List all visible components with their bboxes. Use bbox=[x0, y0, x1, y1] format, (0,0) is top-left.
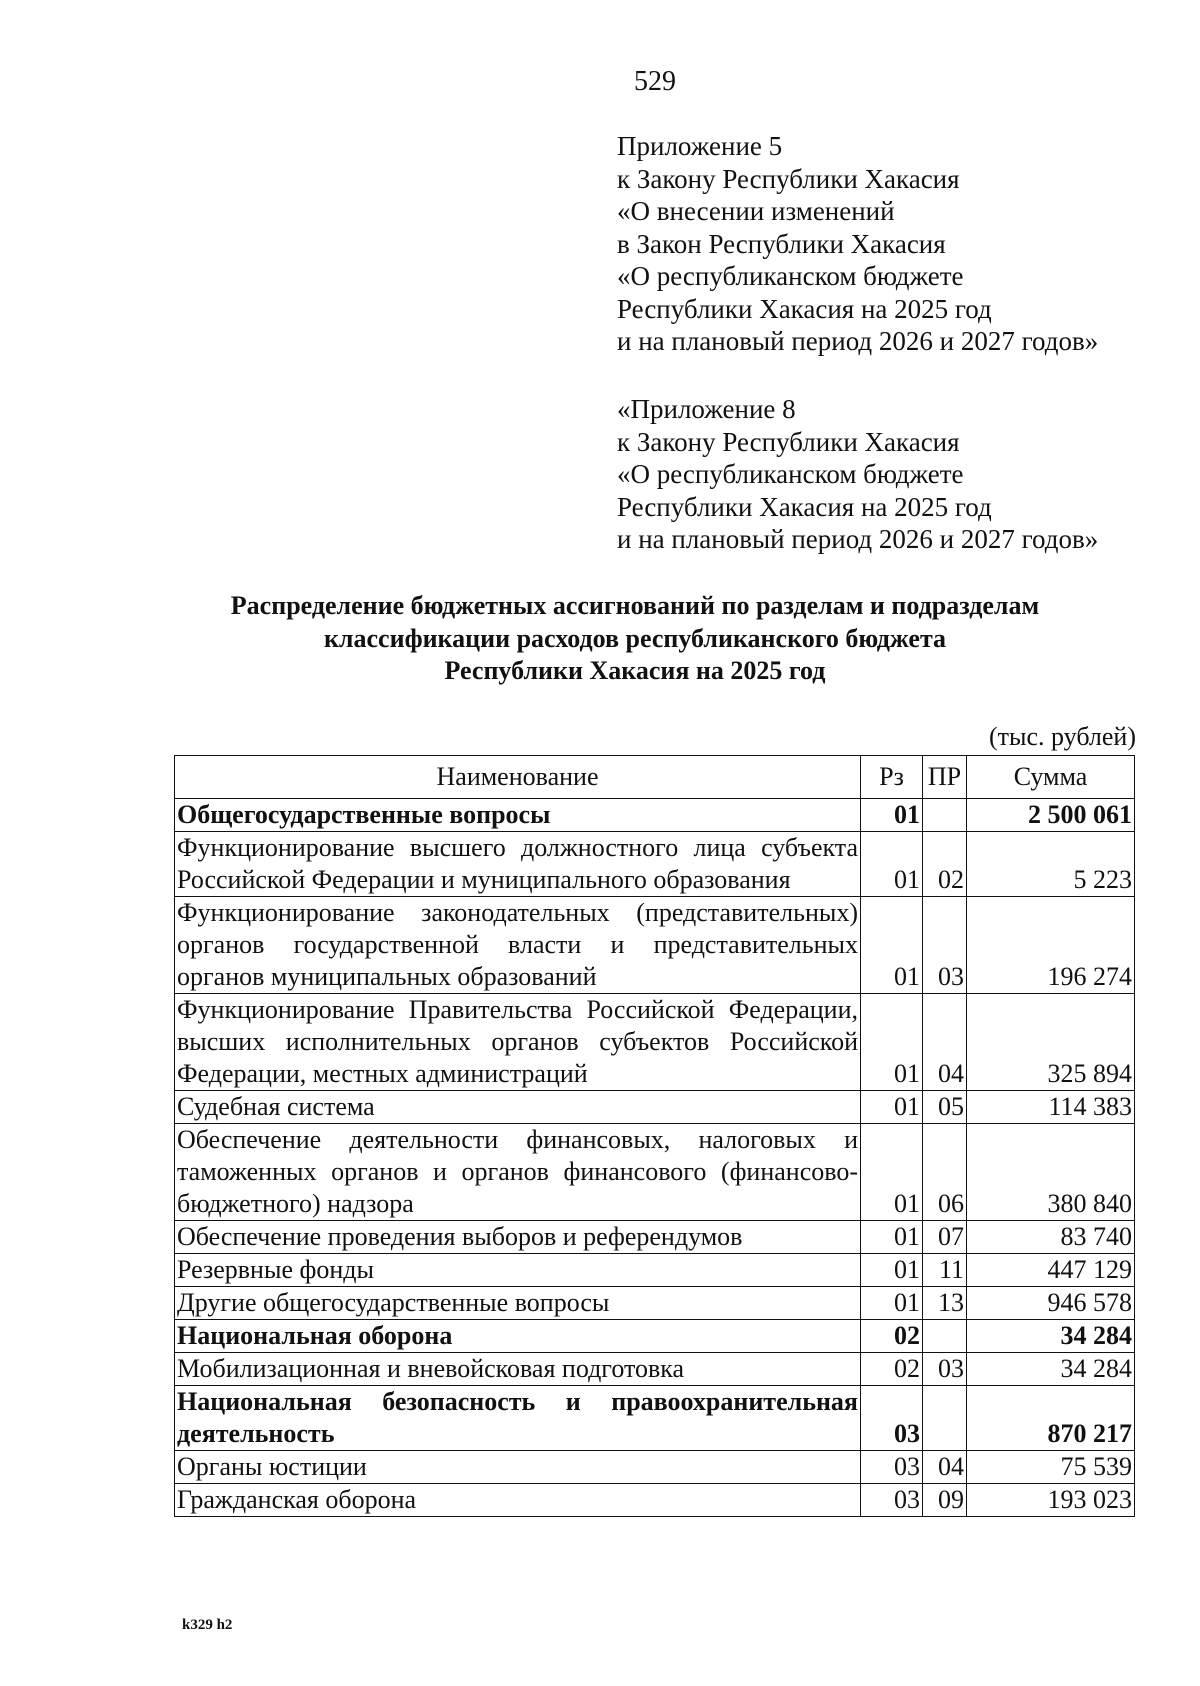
table-row bbox=[175, 1386, 1135, 1451]
row-rz: 01 bbox=[861, 1221, 923, 1254]
row-rz: 01 bbox=[861, 897, 923, 994]
row-rz: 03 bbox=[861, 1386, 923, 1451]
row-rz: 01 bbox=[861, 1091, 923, 1124]
row-pr: 06 bbox=[923, 1124, 967, 1221]
row-rz: 01 bbox=[861, 799, 923, 832]
annex-line: Республики Хакасия на 2025 год bbox=[617, 491, 992, 522]
table-row bbox=[175, 832, 1135, 897]
row-sum: 196 274 bbox=[967, 897, 1135, 994]
annex-line: к Закону Республики Хакасия bbox=[617, 426, 960, 457]
title-line: Республики Хакасия на 2025 год bbox=[444, 656, 826, 685]
row-sum: 193 023 bbox=[967, 1484, 1135, 1517]
row-sum: 83 740 bbox=[967, 1221, 1135, 1254]
annex-line: «Приложение 8 bbox=[617, 394, 796, 424]
title-line: Распределение бюджетных ассигнований по разделам и подразделам bbox=[230, 591, 1040, 620]
row-name: Функционирование законодательных (представительных) органов государственной власти и представительных органов муниципальных образований bbox=[175, 897, 861, 994]
annex-line: к Закону Республики Хакасия bbox=[617, 163, 960, 194]
table-row bbox=[175, 1091, 1135, 1124]
row-name: Другие общегосударственные вопросы bbox=[175, 1287, 861, 1320]
row-rz: 01 bbox=[861, 1124, 923, 1221]
annex-heading-referenced bbox=[617, 393, 1098, 556]
header-sum: Сумма bbox=[967, 756, 1135, 799]
row-name: Мобилизационная и вневойсковая подготовка bbox=[175, 1353, 861, 1386]
title-line: классификации расходов республиканского бюджета bbox=[323, 623, 947, 653]
footer-code: k329 h2 bbox=[182, 1617, 233, 1633]
row-name: Национальная безопасность и правоохранительная деятельность bbox=[175, 1386, 861, 1451]
row-name: Резервные фонды bbox=[175, 1254, 861, 1287]
row-rz: 03 bbox=[861, 1451, 923, 1484]
row-name: Функционирование Правительства Российской Федерации, высших исполнительных органов субъектов Российской Федерации, местных администраций bbox=[175, 994, 861, 1091]
row-pr: 09 bbox=[923, 1484, 967, 1517]
row-sum: 946 578 bbox=[967, 1287, 1135, 1320]
row-sum: 2 500 061 bbox=[967, 799, 1135, 832]
header-name: Наименование bbox=[175, 756, 861, 799]
row-name: Обеспечение деятельности финансовых, налоговых и таможенных органов и органов финансового (финансово-бюджетного) надзора bbox=[175, 1124, 861, 1221]
row-name: Судебная система bbox=[175, 1091, 861, 1124]
row-sum: 75 539 bbox=[967, 1451, 1135, 1484]
row-sum: 34 284 bbox=[967, 1320, 1135, 1353]
row-pr: 04 bbox=[923, 1451, 967, 1484]
annex-line: и на плановый период 2026 и 2027 годов» bbox=[617, 524, 1099, 554]
row-pr bbox=[923, 799, 967, 832]
annex-line: «О республиканском бюджете bbox=[617, 459, 964, 489]
document-title bbox=[150, 590, 1120, 688]
annex-line: и на плановый период 2026 и 2027 годов» bbox=[617, 326, 1099, 356]
row-pr: 04 bbox=[923, 994, 967, 1091]
header-rz: Рз bbox=[861, 756, 923, 799]
table-row bbox=[175, 1254, 1135, 1287]
row-pr: 03 bbox=[923, 897, 967, 994]
row-sum: 380 840 bbox=[967, 1124, 1135, 1221]
annex-line: «О внесении изменений bbox=[617, 196, 895, 226]
table-row bbox=[175, 1451, 1135, 1484]
row-rz: 01 bbox=[861, 832, 923, 897]
row-pr: 02 bbox=[923, 832, 967, 897]
row-name: Общегосударственные вопросы bbox=[175, 799, 861, 832]
row-name: Органы юстиции bbox=[175, 1451, 861, 1484]
page-number: 529 bbox=[634, 66, 676, 97]
row-sum: 870 217 bbox=[967, 1386, 1135, 1451]
annex-line: Республики Хакасия на 2025 год bbox=[617, 293, 992, 324]
table-row bbox=[175, 1287, 1135, 1320]
row-name: Функционирование высшего должностного лица субъекта Российской Федерации и муниципального образования bbox=[175, 832, 861, 897]
row-pr bbox=[923, 1386, 967, 1451]
table-body bbox=[175, 799, 1135, 1517]
table-row bbox=[175, 994, 1135, 1091]
row-sum: 114 383 bbox=[967, 1091, 1135, 1124]
row-sum: 325 894 bbox=[967, 994, 1135, 1091]
row-pr: 07 bbox=[923, 1221, 967, 1254]
row-pr: 13 bbox=[923, 1287, 967, 1320]
annex-line: в Закон Республики Хакасия bbox=[617, 228, 946, 259]
row-rz: 03 bbox=[861, 1484, 923, 1517]
row-name: Гражданская оборона bbox=[175, 1484, 861, 1517]
table-row bbox=[175, 1124, 1135, 1221]
row-rz: 02 bbox=[861, 1320, 923, 1353]
table-row bbox=[175, 897, 1135, 994]
table-row bbox=[175, 799, 1135, 832]
table-row bbox=[175, 1221, 1135, 1254]
annex-line: «О республиканском бюджете bbox=[617, 261, 964, 291]
row-rz: 02 bbox=[861, 1353, 923, 1386]
annex-line: Приложение 5 bbox=[617, 131, 783, 161]
row-rz: 01 bbox=[861, 1254, 923, 1287]
table-row bbox=[175, 1484, 1135, 1517]
header-pr: ПР bbox=[923, 756, 967, 799]
row-pr: 11 bbox=[923, 1254, 967, 1287]
row-pr bbox=[923, 1320, 967, 1353]
row-rz: 01 bbox=[861, 1287, 923, 1320]
table-header-row bbox=[175, 756, 1135, 799]
row-pr: 05 bbox=[923, 1091, 967, 1124]
row-rz: 01 bbox=[861, 994, 923, 1091]
row-name: Национальная оборона bbox=[175, 1320, 861, 1353]
table-row bbox=[175, 1320, 1135, 1353]
table-row bbox=[175, 1353, 1135, 1386]
row-pr: 03 bbox=[923, 1353, 967, 1386]
row-sum: 34 284 bbox=[967, 1353, 1135, 1386]
units-label: (тыс. рублей) bbox=[988, 722, 1136, 751]
row-name: Обеспечение проведения выборов и референдумов bbox=[175, 1221, 861, 1254]
row-sum: 447 129 bbox=[967, 1254, 1135, 1287]
budget-table bbox=[174, 755, 1135, 1517]
row-sum: 5 223 bbox=[967, 832, 1135, 897]
annex-heading-current bbox=[617, 130, 1098, 358]
